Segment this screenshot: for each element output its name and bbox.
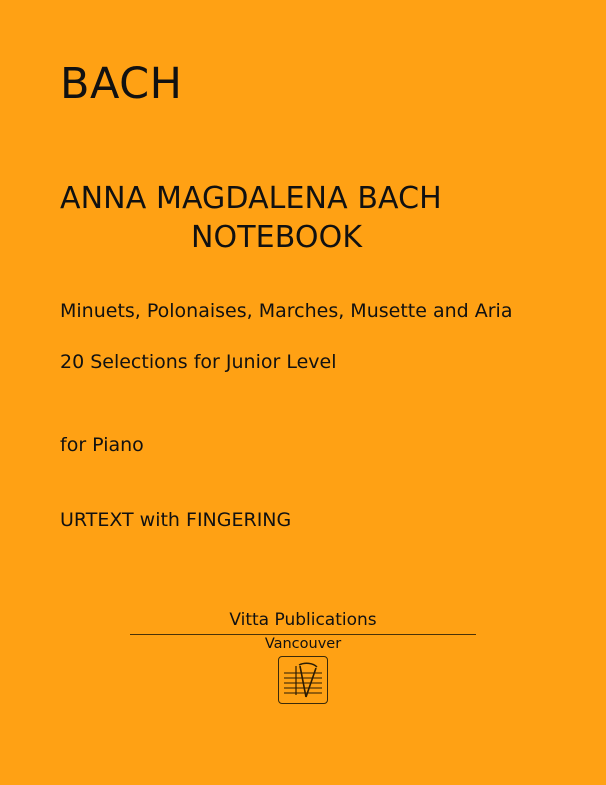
- instrument-note: for Piano: [60, 434, 144, 456]
- composer-name: BACH: [60, 59, 183, 109]
- selections-note: 20 Selections for Junior Level: [60, 351, 337, 373]
- subtitle: Minuets, Polonaises, Marches, Musette and Aria: [60, 300, 513, 322]
- title-line-1: ANNA MAGDALENA BACH: [60, 181, 442, 216]
- title-line-2: NOTEBOOK: [191, 220, 363, 255]
- edition-note: URTEXT with FINGERING: [60, 509, 292, 531]
- publisher-city: Vancouver: [264, 636, 342, 652]
- publisher-name: Vitta Publications: [229, 610, 377, 630]
- publisher-divider: [130, 634, 476, 635]
- staff-v-logo-icon: [278, 656, 328, 704]
